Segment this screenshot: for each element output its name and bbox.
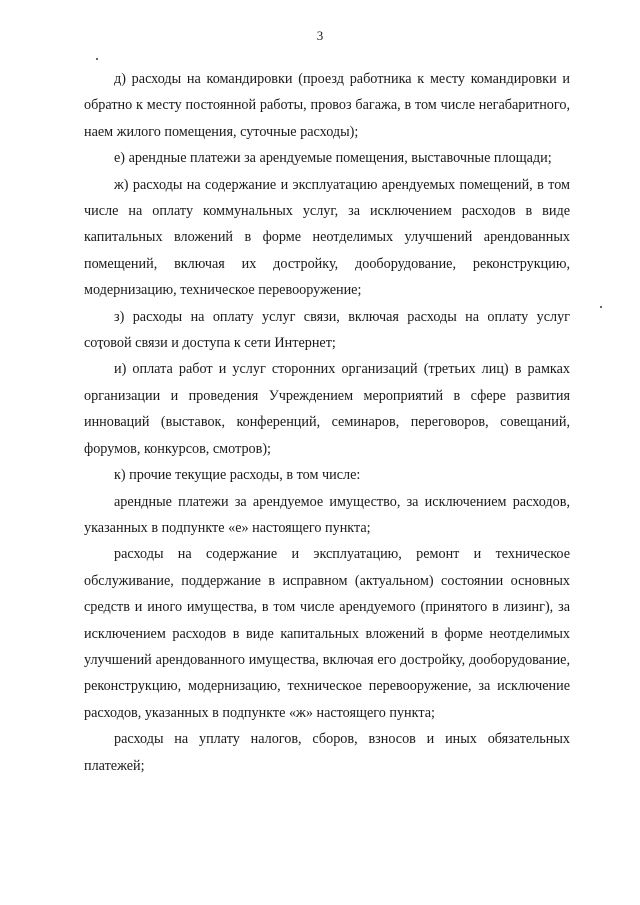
scan-speck — [96, 58, 98, 60]
scan-speck — [600, 306, 602, 308]
paragraph-k-maintenance: расходы на содержание и эксплуатацию, ремонт и техническое обслуживание, поддержание в исправном (актуальном) состоянии основных средств и иного имущества, в том числе арендуемого (принятого в лизинг), за исключением расходов в виде капитальных вложений в форме неотделимых улучшений арендованного имущества, включая его достройку, дооборудование, реконструкцию, модернизацию, техническое перевооружение, за исключение расходов, указанных в подпункте «ж» настоящего пункта; — [84, 546, 570, 721]
paragraph-zh: ж) расходы на содержание и эксплуатацию арендуемых помещений, в том числе на оплату коммунальных услуг, за исключением расходов в виде капитальных вложений в форме неотделимых улучшений арендованных помещений, включая их достройку, дооборудование, реконструкцию, модернизацию, техническое перевооружение; — [84, 176, 570, 299]
page-number: 3 — [316, 28, 324, 43]
paragraph-z: з) расходы на оплату услуг связи, включая расходы на оплату услуг сотовой связи и доступа к сети Интернет; — [84, 308, 570, 352]
paragraph-i: и) оплата работ и услуг сторонних организаций (третьих лиц) в рамках организации и проведения Учреждением мероприятий в сфере развития инноваций (выставок, конференций, семинаров, переговоров, совещаний, форумов, конкурсов, смотров); — [84, 361, 570, 457]
document-body — [84, 66, 570, 779]
paragraph-k-rent: арендные платежи за арендуемое имущество, за исключением расходов, указанных в подпункте «е» настоящего пункта; — [84, 493, 570, 536]
paragraph-e: е) арендные платежи за арендуемые помещения, выставочные площади; — [114, 150, 552, 167]
paragraph-k: к) прочие текущие расходы, в том числе: — [114, 467, 361, 484]
paragraph-k-taxes: расходы на уплату налогов, сборов, взносов и иных обязательных платежей; — [84, 731, 570, 774]
paragraph-d: д) расходы на командировки (проезд работника к месту командировки и обратно к месту постоянной работы, провоз багажа, в том числе негабаритного, наем жилого помещения, суточные расходы); — [84, 71, 570, 140]
